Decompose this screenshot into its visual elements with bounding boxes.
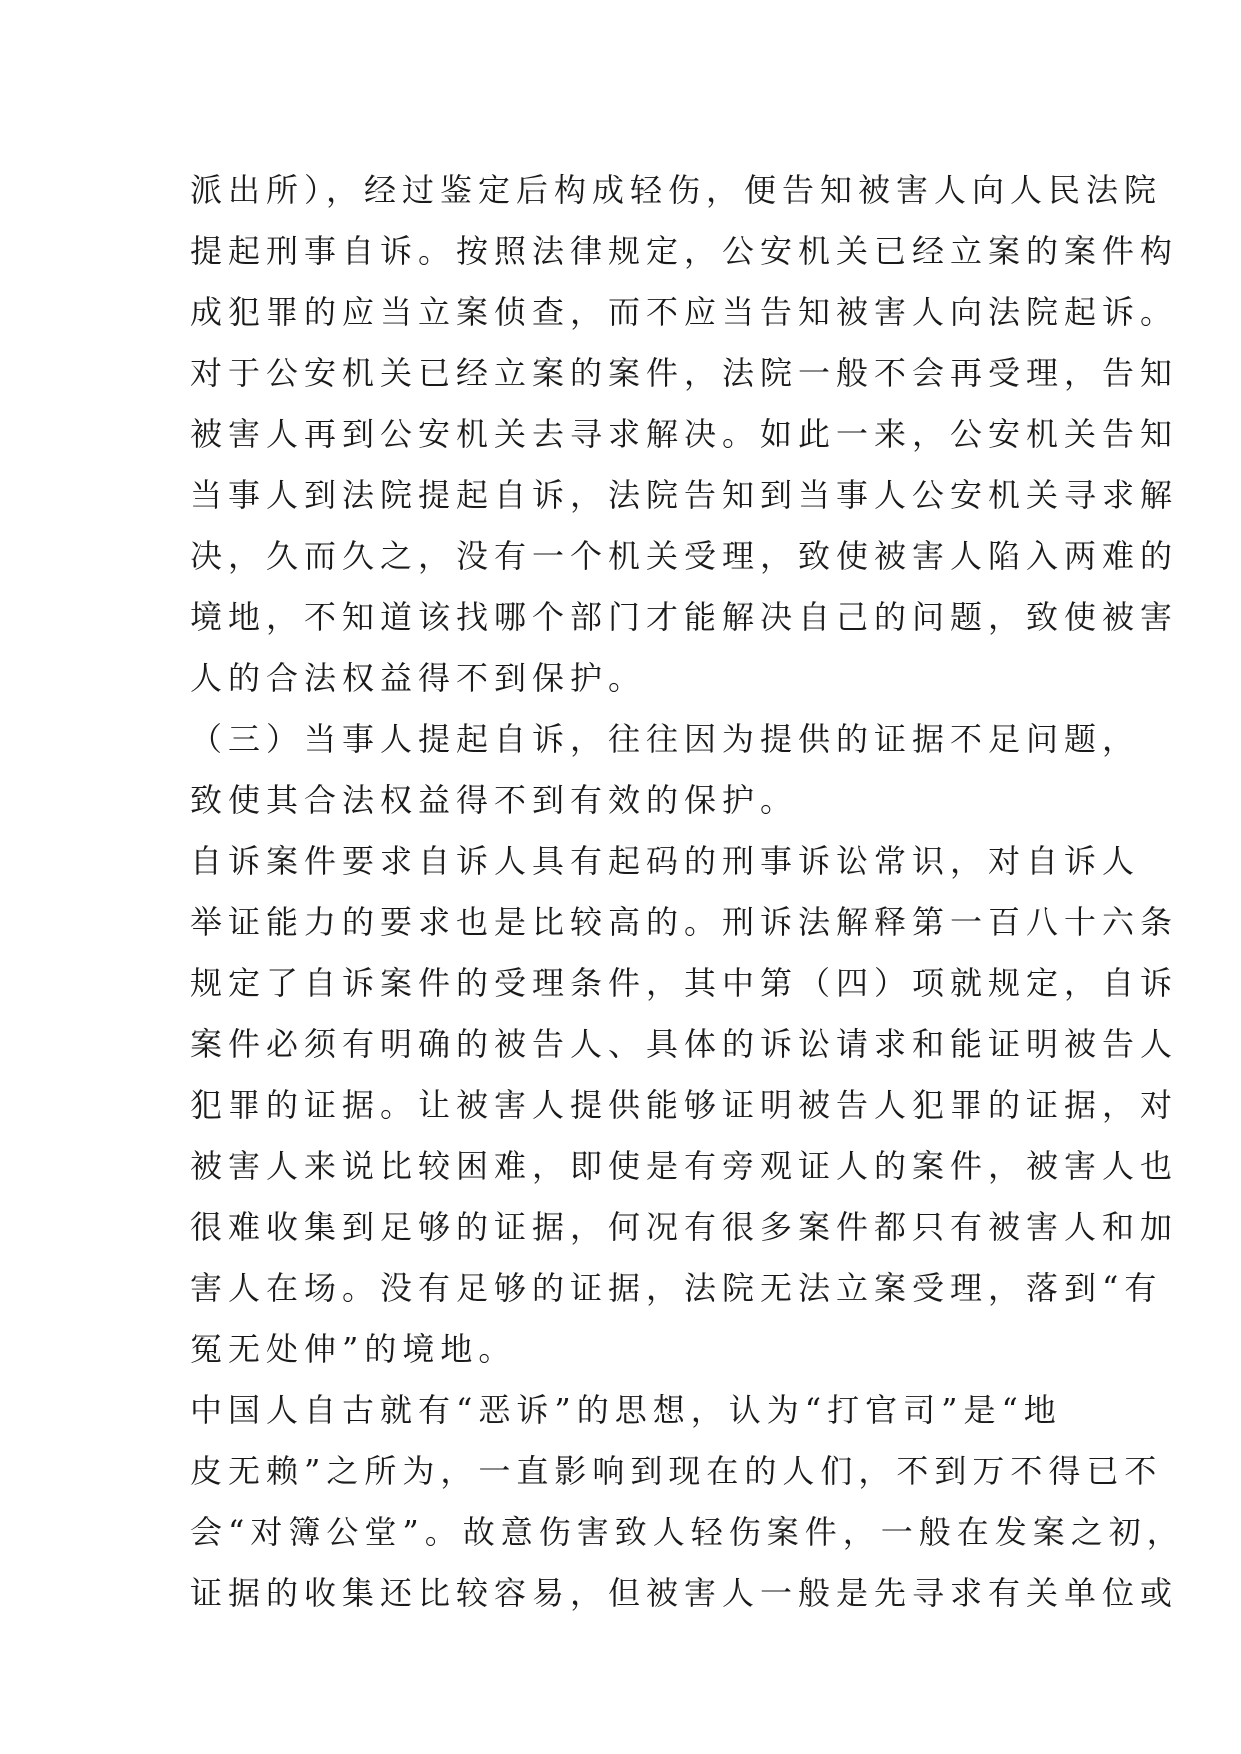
section-heading-line: 致使其合法权益得不到有效的保护。 bbox=[190, 781, 799, 819]
text-line: 皮无赖”之所为，一直影响到现在的人们，不到万不得已不 bbox=[190, 1452, 1163, 1490]
text-line: 犯罪的证据。让被害人提供能够证明被告人犯罪的证据，对 bbox=[190, 1086, 1179, 1124]
text-line: 冤无处伸”的境地。 bbox=[190, 1330, 517, 1368]
text-line: 被害人来说比较困难，即使是有旁观证人的案件，被害人也 bbox=[190, 1147, 1179, 1185]
text-line: 证据的收集还比较容易，但被害人一般是先寻求有关单位或 bbox=[190, 1574, 1179, 1612]
text-line: 中国人自古就有“恶诉”的思想，认为“打官司”是“地 bbox=[190, 1391, 1062, 1429]
text-line: 提起刑事自诉。按照法律规定，公安机关已经立案的案件构 bbox=[190, 232, 1179, 270]
section-heading-line: （三）当事人提起自诉，往往因为提供的证据不足问题， bbox=[190, 720, 1141, 758]
text-line: 规定了自诉案件的受理条件，其中第（四）项就规定，自诉 bbox=[190, 964, 1179, 1002]
text-line: 会“对簿公堂”。故意伤害致人轻伤案件，一般在发案之初， bbox=[190, 1513, 1185, 1551]
text-line: 决，久而久之，没有一个机关受理，致使被害人陷入两难的 bbox=[190, 537, 1179, 575]
text-line: 成犯罪的应当立案侦查，而不应当告知被害人向法院起诉。 bbox=[190, 293, 1179, 331]
text-line: 举证能力的要求也是比较高的。刑诉法解释第一百八十六条 bbox=[190, 903, 1179, 941]
text-line: 自诉案件要求自诉人具有起码的刑事诉讼常识，对自诉人 bbox=[190, 842, 1141, 880]
text-line: 案件必须有明确的被告人、具体的诉讼请求和能证明被告人 bbox=[190, 1025, 1179, 1063]
text-line: 害人在场。没有足够的证据，法院无法立案受理，落到“有 bbox=[190, 1269, 1163, 1307]
text-line: 境地，不知道该找哪个部门才能解决自己的问题，致使被害 bbox=[190, 598, 1179, 636]
body-text bbox=[190, 160, 1185, 1624]
text-line: 对于公安机关已经立案的案件，法院一般不会再受理，告知 bbox=[190, 354, 1179, 392]
text-line: 被害人再到公安机关去寻求解决。如此一来，公安机关告知 bbox=[190, 415, 1179, 453]
text-line: 人的合法权益得不到保护。 bbox=[190, 659, 647, 697]
text-line: 当事人到法院提起自诉，法院告知到当事人公安机关寻求解 bbox=[190, 476, 1179, 514]
text-line: 很难收集到足够的证据，何况有很多案件都只有被害人和加 bbox=[190, 1208, 1179, 1246]
text-line: 派出所），经过鉴定后构成轻伤，便告知被害人向人民法院 bbox=[190, 171, 1163, 209]
